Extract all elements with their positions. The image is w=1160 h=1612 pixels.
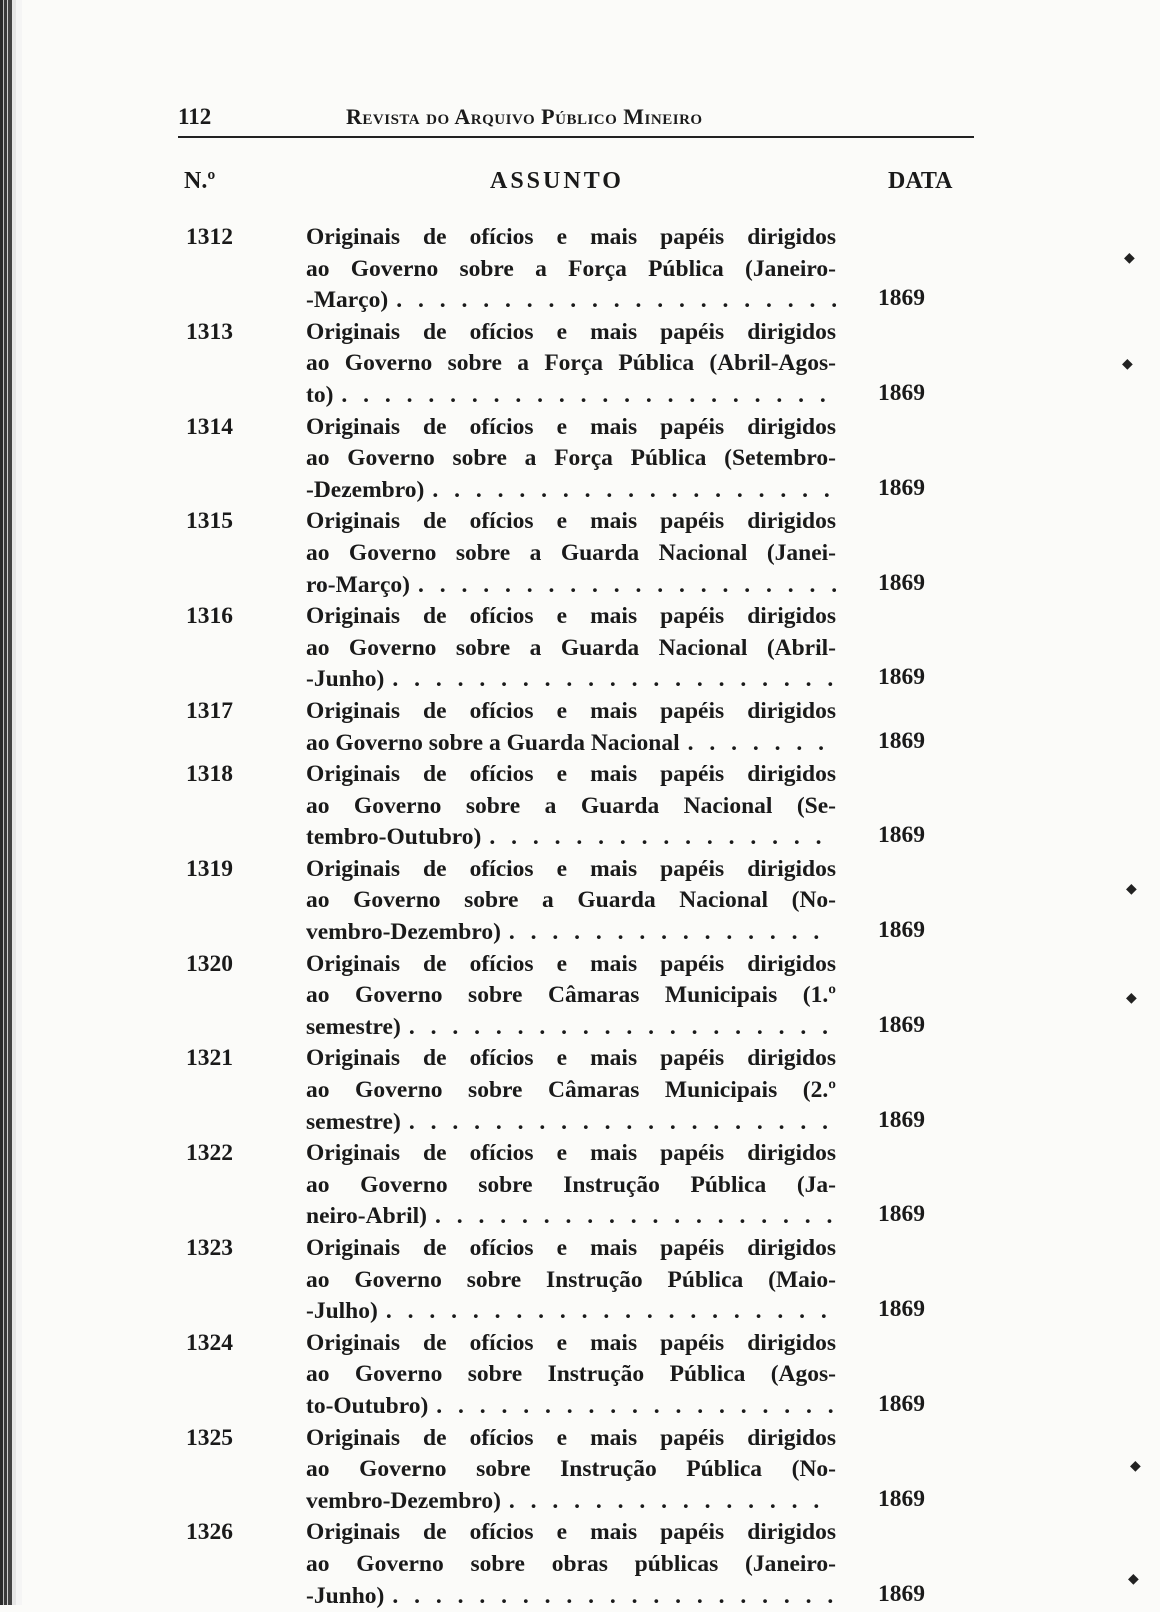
entry-number: 1325: [186, 1424, 233, 1451]
dot-leader: [409, 1012, 836, 1044]
dot-leader: [386, 1296, 836, 1328]
entry-last-line: [306, 728, 836, 760]
dot-leader: [392, 1581, 836, 1612]
entry-subject-line: Originais de ofícios e mais papéis dirigidos: [306, 413, 836, 440]
entry-subject: [306, 1138, 836, 1233]
catalog-entry: [0, 1138, 1160, 1233]
dot-leader: [489, 822, 836, 854]
entry-number: 1321: [186, 1045, 233, 1072]
entry-date: 1869: [878, 1580, 925, 1607]
entry-number: 1326: [186, 1519, 233, 1546]
catalog-entries: [0, 222, 1160, 1612]
catalog-entry: [0, 1517, 1160, 1612]
entry-subject: [306, 949, 836, 1044]
entry-subject-line: ao Governo sobre a Guarda Nacional (Se-: [306, 792, 836, 819]
column-header-subject: ASSUNTO: [490, 168, 624, 194]
entry-subject: [306, 854, 836, 949]
margin-speck: ◆: [1124, 251, 1135, 266]
entry-subject-line: ro-Março): [306, 571, 410, 598]
catalog-entry: [0, 1423, 1160, 1518]
entry-last-line: [306, 1012, 836, 1044]
entry-subject-line: vembro-Dezembro): [306, 1487, 501, 1514]
entry-subject: [306, 222, 836, 317]
dot-leader: [396, 285, 836, 317]
entry-number: 1324: [186, 1329, 233, 1356]
entry-last-line: [306, 664, 836, 696]
entry-date: 1869: [878, 1390, 925, 1417]
entry-subject: [306, 1233, 836, 1328]
entry-subject: [306, 317, 836, 412]
catalog-entry: [0, 506, 1160, 601]
entry-subject-line: vembro-Dezembro): [306, 919, 501, 946]
entry-subject-line: Originais de ofícios e mais papéis dirigidos: [306, 1424, 836, 1451]
entry-number: 1318: [186, 761, 233, 788]
margin-speck: ◆: [1126, 882, 1137, 897]
entry-subject-line: to-Outubro): [306, 1392, 429, 1419]
entry-date: 1869: [878, 664, 925, 691]
entry-date: 1869: [878, 1201, 925, 1228]
entry-date: 1869: [878, 285, 925, 312]
entry-subject-line: ao Governo sobre a Força Pública (Setembro-: [306, 445, 836, 472]
entry-date: 1869: [878, 474, 925, 501]
catalog-entry: [0, 412, 1160, 507]
entry-subject-line: tembro-Outubro): [306, 824, 482, 851]
entry-subject-line: neiro-Abril): [306, 1203, 427, 1230]
page-number: 112: [178, 104, 212, 129]
entry-subject-line: -Junho): [306, 1582, 385, 1609]
entry-subject-line: Originais de ofícios e mais papéis dirigidos: [306, 1329, 836, 1356]
entry-subject: [306, 601, 836, 696]
entry-subject-line: Originais de ofícios e mais papéis dirigidos: [306, 508, 836, 535]
column-header-date: DATA: [888, 168, 953, 194]
entry-number: 1320: [186, 950, 233, 977]
margin-speck: ◆: [1130, 1459, 1141, 1474]
catalog-entry: [0, 1328, 1160, 1423]
entry-subject-line: Originais de ofícios e mais papéis dirigidos: [306, 761, 836, 788]
catalog-entry: [0, 601, 1160, 696]
entry-number: 1316: [186, 603, 233, 630]
entry-subject: [306, 1423, 836, 1518]
entry-subject-line: Originais de ofícios e mais papéis dirigidos: [306, 1045, 836, 1072]
entry-last-line: [306, 1107, 836, 1139]
entry-date: 1869: [878, 1485, 925, 1512]
entry-subject-line: semestre): [306, 1013, 401, 1040]
entry-last-line: [306, 1201, 836, 1233]
dot-leader: [432, 475, 836, 507]
column-header-number: N.º: [184, 168, 216, 194]
entry-subject-line: ao Governo sobre a Força Pública (Janeiro-: [306, 255, 836, 282]
entry-subject-line: Originais de ofícios e mais papéis dirigidos: [306, 1519, 836, 1546]
entry-last-line: [306, 1296, 836, 1328]
entry-date: 1869: [878, 569, 925, 596]
entry-last-line: [306, 1581, 836, 1612]
entry-date: 1869: [878, 917, 925, 944]
entry-subject-line: Originais de ofícios e mais papéis dirigidos: [306, 1235, 836, 1261]
entry-subject-line: ao Governo sobre Câmaras Municipais (2.º: [306, 1077, 836, 1104]
dot-leader: [392, 664, 836, 696]
entry-last-line: [306, 1486, 836, 1518]
entry-subject-line: ao Governo sobre a Força Pública (Abril-Agos-: [306, 350, 836, 377]
dot-leader: [509, 1486, 836, 1518]
entry-number: 1315: [186, 508, 233, 535]
entry-subject: [306, 1328, 836, 1423]
entry-subject-line: -Março): [306, 287, 389, 314]
entry-date: 1869: [878, 379, 925, 406]
catalog-entry: [0, 759, 1160, 854]
entry-subject-line: semestre): [306, 1108, 401, 1135]
entry-date: 1869: [878, 1106, 925, 1133]
margin-speck: ◆: [1128, 1572, 1139, 1587]
entry-number: 1314: [186, 413, 233, 440]
entry-number: 1313: [186, 318, 233, 345]
entry-subject-line: ao Governo sobre Instrução Pública (Ja-: [306, 1171, 836, 1198]
entry-last-line: [306, 475, 836, 507]
entry-last-line: [306, 917, 836, 949]
entry-subject-line: Originais de ofícios e mais papéis dirigidos: [306, 1140, 836, 1167]
entry-subject-line: -Julho): [306, 1298, 378, 1325]
entry-subject-line: ao Governo sobre a Guarda Nacional (Abril-: [306, 634, 836, 661]
entry-date: 1869: [878, 822, 925, 849]
entry-subject-line: ao Governo sobre obras públicas (Janeiro-: [306, 1550, 836, 1577]
dot-leader: [435, 1201, 836, 1233]
margin-speck: ◆: [1122, 357, 1133, 372]
entry-subject-line: Originais de ofícios e mais papéis dirigidos: [306, 318, 836, 345]
entry-subject-line: Originais de ofícios e mais papéis dirigidos: [306, 603, 836, 630]
entry-subject-line: ao Governo sobre Instrução Pública (Agos-: [306, 1361, 836, 1388]
entry-subject-line: ao Governo sobre a Guarda Nacional (No-: [306, 887, 836, 914]
page-header: [178, 104, 974, 138]
entry-subject-line: Originais de ofícios e mais papéis dirigidos: [306, 697, 836, 724]
running-title: Revista do Arquivo Público Mineiro: [346, 104, 703, 129]
entry-number: 1319: [186, 855, 233, 882]
entry-subject: [306, 506, 836, 601]
catalog-entry: [0, 949, 1160, 1044]
catalog-entry: [0, 696, 1160, 759]
catalog-entry: [0, 1043, 1160, 1138]
entry-subject-line: Originais de ofícios e mais papéis dirigidos: [306, 224, 836, 250]
catalog-entry: [0, 1233, 1160, 1328]
entry-subject: [306, 1043, 836, 1138]
entry-number: 1317: [186, 697, 233, 724]
dot-leader: [418, 570, 836, 602]
entry-subject-line: -Junho): [306, 666, 385, 693]
entry-number: 1312: [186, 224, 233, 250]
entry-subject-line: ao Governo sobre a Guarda Nacional (Janei-: [306, 539, 836, 566]
entry-subject: [306, 1517, 836, 1612]
entry-subject: [306, 759, 836, 854]
entry-last-line: [306, 822, 836, 854]
entry-subject: [306, 412, 836, 507]
entry-last-line: [306, 570, 836, 602]
entry-subject-line: -Dezembro): [306, 476, 425, 503]
entry-date: 1869: [878, 1296, 925, 1323]
entry-subject: [306, 696, 836, 759]
dot-leader: [436, 1391, 836, 1423]
entry-subject-line: ao Governo sobre a Guarda Nacional: [306, 729, 680, 756]
entry-date: 1869: [878, 1011, 925, 1038]
entry-number: 1323: [186, 1235, 233, 1261]
dot-leader: [688, 728, 836, 760]
entry-subject-line: Originais de ofícios e mais papéis dirigidos: [306, 950, 836, 977]
entry-subject-line: to): [306, 381, 334, 408]
catalog-entry: [0, 222, 1160, 317]
entry-last-line: [306, 380, 836, 412]
entry-subject-line: ao Governo sobre Instrução Pública (No-: [306, 1456, 836, 1483]
entry-subject-line: Originais de ofícios e mais papéis dirigidos: [306, 855, 836, 882]
entry-subject-line: ao Governo sobre Instrução Pública (Maio-: [306, 1266, 836, 1293]
catalog-entry: [0, 317, 1160, 412]
entry-last-line: [306, 1391, 836, 1423]
entry-date: 1869: [878, 727, 925, 754]
dot-leader: [409, 1107, 836, 1139]
entry-last-line: [306, 285, 836, 317]
dot-leader: [509, 917, 836, 949]
dot-leader: [341, 380, 836, 412]
catalog-entry: [0, 854, 1160, 949]
margin-speck: ◆: [1126, 991, 1137, 1006]
entry-subject-line: ao Governo sobre Câmaras Municipais (1.º: [306, 982, 836, 1009]
entry-number: 1322: [186, 1140, 233, 1167]
